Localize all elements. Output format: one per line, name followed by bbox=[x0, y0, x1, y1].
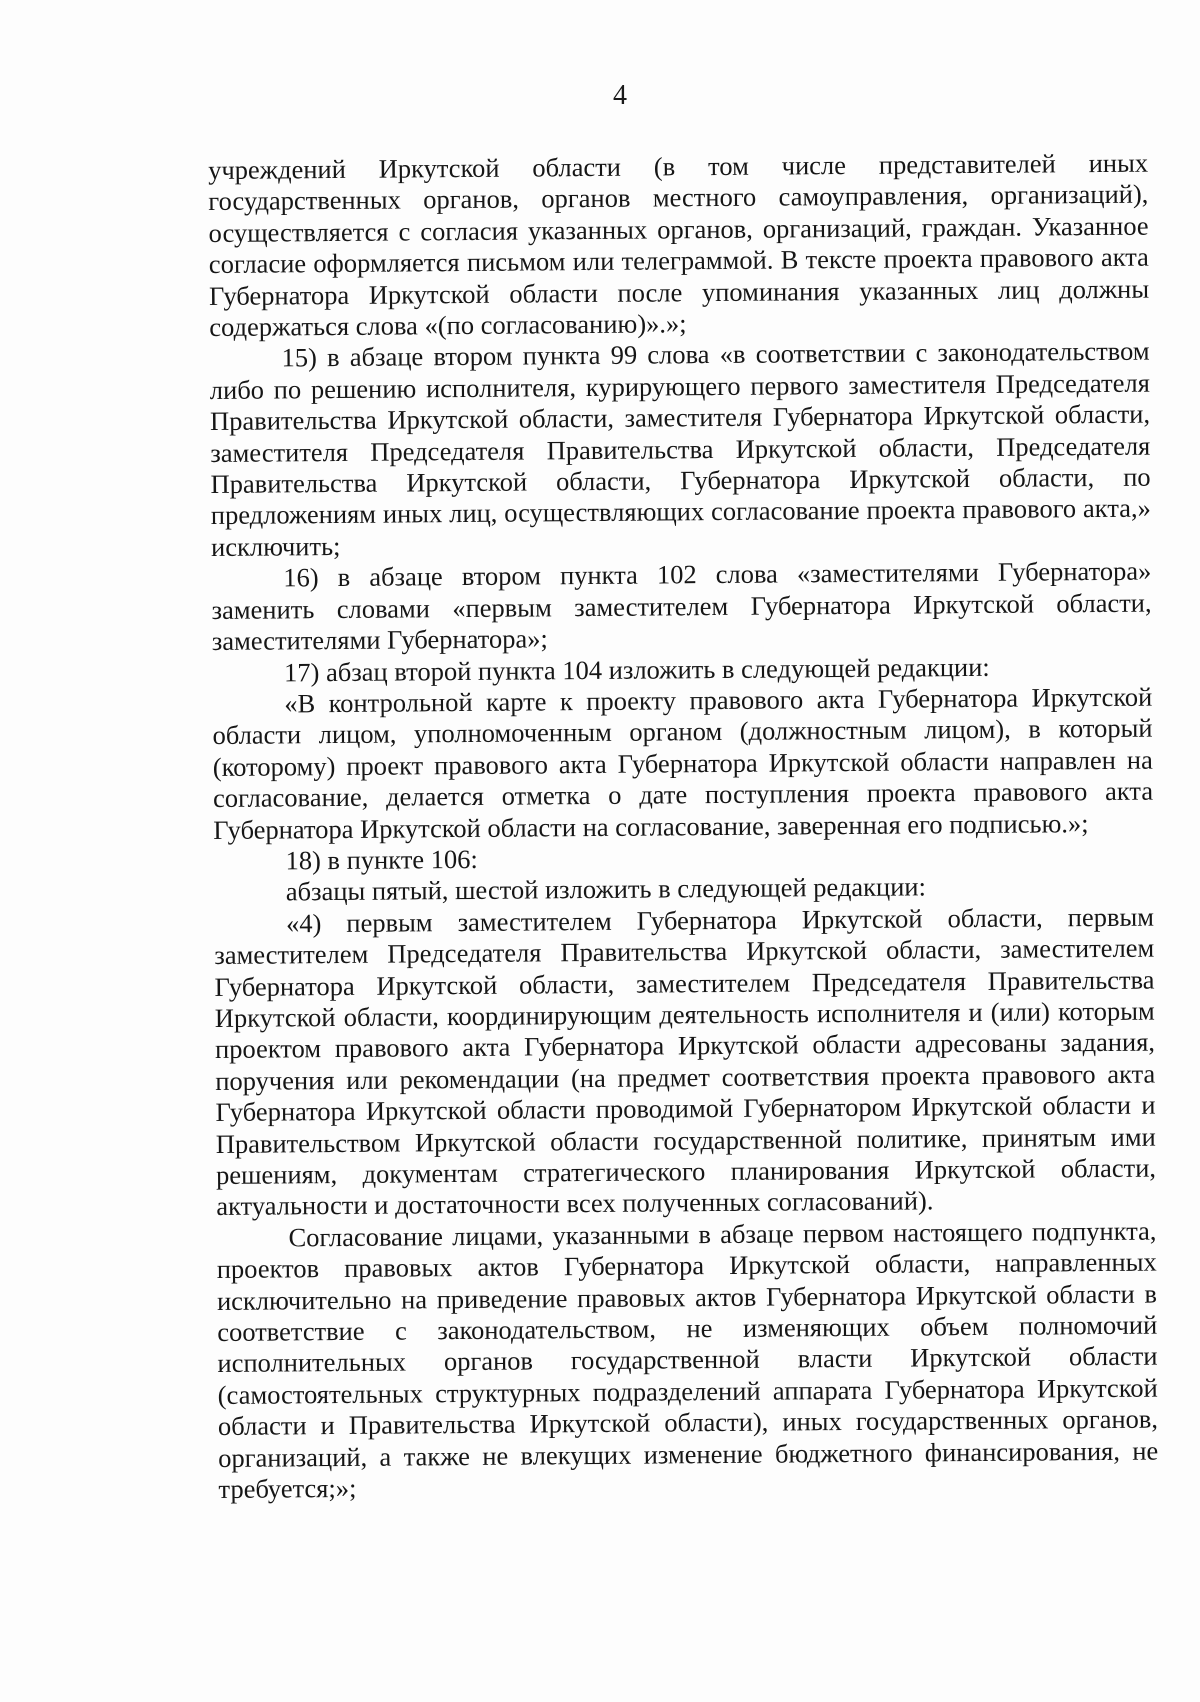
document-body bbox=[208, 148, 1159, 1506]
paragraph-approval-exemption: Согласование лицами, указанными в абзаце первом настоящего подпункта, проектов правовых актов Губернатора Иркутской области, направленных исключительно на приведение правовых актов Губернатора Иркутской области в соответствие с законодательством, не изменяющих объем полномочий исполнительных органов государственной власти Иркутской области (самостоятельных структурных подразделений аппарата Губернатора Иркутской области и Правительства Иркутской области), иных государственных органов, организаций, а также не влекущих изменение бюджетного финансирования, не требуется;»; bbox=[216, 1215, 1159, 1505]
paragraph-amend-instruction: абзацы пятый, шестой изложить в следующей редакции: bbox=[285, 871, 927, 907]
paragraph-item-18: 18) в пункте 106: bbox=[285, 843, 478, 876]
paragraph-quote-control-card: «В контрольной карте к проекту правового акта Губернатора Иркутской области лицом, уполномоченным органом (должностным лицом), в который (которому) проект правового акта Губернатора Иркутской области направлен на согласование, делается отметка о дате поступления проекта правового акта Губернатора Иркутской области на согласование, заверенная его подписью.»; bbox=[212, 681, 1154, 845]
paragraph-item-17: 17) абзац второй пункта 104 изложить в следующей редакции: bbox=[283, 651, 990, 687]
page-number: 4 bbox=[613, 80, 627, 111]
paragraph-continuation: учреждений Иркутской области (в том числе представителей иных государственных органов, органов местного самоуправления, организаций), осуществляется с согласия указанных органов, организаций, граждан. Указанное согласие оформляется письмом или телеграммой. В тексте проекта правового акта Губернатора Иркутской области после упоминания указанных лиц должны содержаться слова «(по согласованию)».»; bbox=[208, 147, 1150, 343]
paragraph-quote-item-4: «4) первым заместителем Губернатора Иркутской области, первым заместителем Председателя Правительства Иркутской области, заместителем Губернатора Иркутской области, заместителем Председателя Правительства Иркутской области, координирующим деятельность исполнителя и (или) которым проектом правового акта Губернатора Иркутской области адресованы задания, поручения или рекомендации (на предмет соответствия проекта правового акта Губернатора Иркутской области проводимой Губернатором Иркутской области и Правительством Иркутской области государственной политике, принятым ими решениям, документам стратегического планирования Иркутской области, актуальности и достаточности всех полученных согласований). bbox=[214, 901, 1157, 1222]
paragraph-item-16: 16) в абзаце втором пункта 102 слова «заместителями Губернатора» заменить словами «первым заместителем Губернатора Иркутской области, заместителями Губернатора»; bbox=[211, 555, 1152, 657]
paragraph-item-15: 15) в абзаце втором пункта 99 слова «в соответствии с законодательством либо по решению исполнителя, курирующего первого заместителя Председателя Правительства Иркутской области, заместителя Губернатора Иркутской области, заместителя Председателя Правительства Иркутской области, Председателя Правительства Иркутской области, Губернатора Иркутской области, по предложениям иных лиц, осуществляющих согласование проекта правового акта,» исключить; bbox=[209, 336, 1151, 562]
